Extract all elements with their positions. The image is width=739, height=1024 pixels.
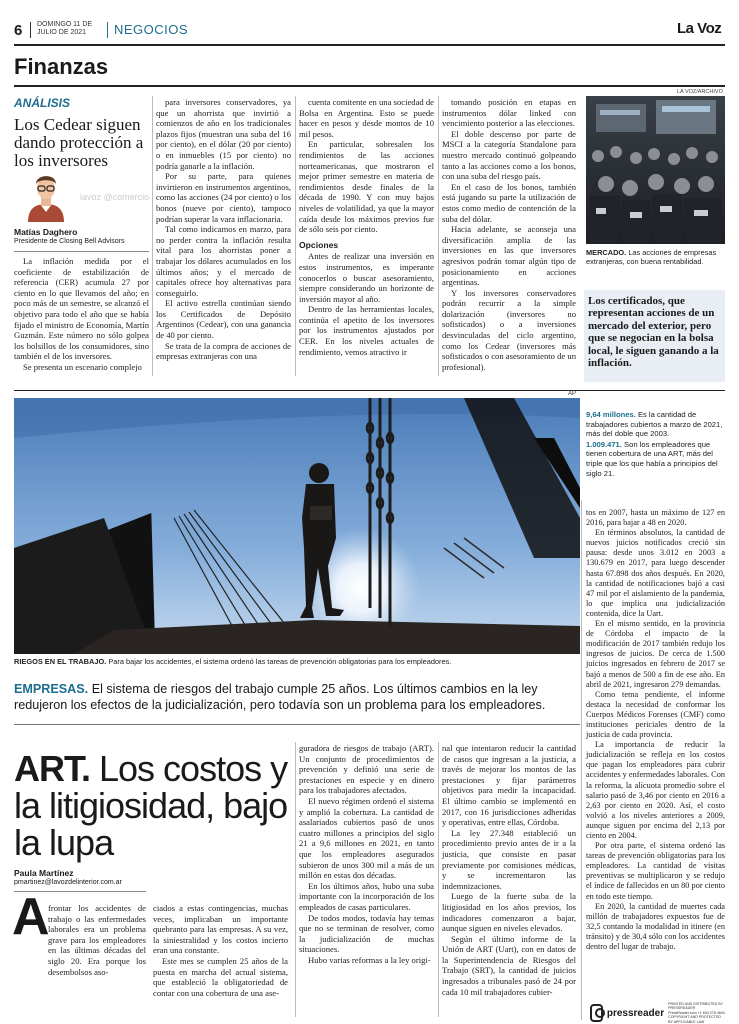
analysis-col2 [156, 97, 291, 362]
pressreader-line3: COPYRIGHT AND PROTECTED BY APPLICABLE LAW [668, 1015, 721, 1024]
art-author-name: Paula Martínez [14, 868, 74, 878]
caption-text: Para bajar los accidentes, el sistema ordenó las tareas de prevención obligatorias para los empleadores. [108, 657, 452, 666]
header-section: NEGOCIOS [114, 22, 189, 37]
paragraph: Hacia adelante, se aconseja una diversificación amplia de las inversiones en las que inversores agresivos podrán tomar algún tipo de posicionamiento en acciones argentinas. [442, 224, 576, 288]
paragraph: Como tema pendiente, el informe destaca la necesidad de conformar los Cuerpos Médicos Forenses (CMF) como instituciones periciales dentro de la justicia de cada provincia. [586, 689, 725, 740]
paragraph: La inflación medida por el coeficiente de estabilización de referencia (CER) acumula 27 por ciento en lo que llevamos del año; en poco más de un semestre, se alcanzó el objetivo para todo el año que se había fijado el ministro de Economía, Martín Guzmán. Este número no sólo golpea los bolsillos de los consumidores, sino también el de los inversores. [14, 256, 149, 362]
pressreader-line1: PRINTED AND DISTRIBUTED BY PRESSREADER [668, 1001, 723, 1011]
analysis-headline: Los Cedear siguen dando protección a los inversores [14, 115, 144, 170]
header-date-line1: DOMINGO 11 DE [37, 21, 93, 28]
page-number: 6 [14, 22, 23, 39]
header-divider [107, 22, 108, 38]
art-headline [14, 750, 292, 861]
caption-text: Las acciones de empresas extranjeras, con buena rentabilidad. [586, 248, 717, 266]
paragraph: En particular, sobresalen los rendimientos de las acciones norteamericanas, que mostraron el mejor primer semestre en materia de rendimientos desde finales de la década de 1990. Y con muy bajos niveles de volatilidad, ya que la mayor caída desde los máximos previos fue de sólo seis por ciento. [299, 139, 434, 235]
caption-label: RIEGOS EN EL TRABAJO. [14, 657, 107, 666]
analysis-kicker: ANÁLISIS [14, 96, 71, 110]
paragraph: En términos absolutos, la cantidad de nuevos juicios notificados creció sin pausa: desde unos 3.012 en 2003 a 130.679 en 2017, para luego descender hasta 67.898 dos años después. En 2020, la cantidad de notificaciones bajó a casi 47 mil por el aislamiento de la pandemia, lo que implica una judicialización contenida, dice la Uart. [586, 528, 725, 618]
column-divider [152, 96, 153, 376]
riegos-photo [14, 398, 580, 654]
paragraph: En el mismo sentido, en la provincia de Córdoba el impacto de la modificación de 2017 también redujo los ingresos de juicios. De cerca de 1.500 juicios ingresados en febrero de 2017 se bajó a menos de 500 a fin de ese año. En abril de 2021, ingresaron 279 demandas. [586, 619, 725, 689]
stats-box [586, 410, 725, 478]
stat-item [586, 440, 725, 478]
paragraph: Por otra parte, el sistema ordenó las tareas de prevención obligatorias para los empleadores. La cantidad de visitas preventivas se multiplicaron y se redujo el índice de fallecidos en un 80 por ciento en todo este tiempo. [586, 841, 725, 901]
column-divider [438, 96, 439, 376]
column-divider [581, 500, 582, 1020]
paragraph: Y los inversores conservadores podrán recurrir a la simple dolarización (inversores no sofisticados) o a inversiones desvinculadas del ciclo argentino, como los Cedear (inversores más sofisticados o con asesoramiento de un profesional). [442, 287, 576, 372]
pressreader-icon [590, 1004, 603, 1022]
riegos-photo-caption [14, 657, 580, 666]
paragraph: Hubo varias reformas a la ley origi- [308, 954, 431, 965]
header-divider [30, 22, 31, 38]
column-divider [295, 742, 296, 1017]
paragraph: El doble descenso por parte de MSCI a la categoría Standalone para nuestro mercado continuó golpeando tanto a las acciones como a los bonos, con una suba del riesgo país. [442, 128, 576, 182]
paragraph: La importancia de reducir la judicialización se refleja en los costos que pagan los empleadores para cubrir accidentes y enfermedades laborales. Con la reforma, la alícuota promedio sobre el salario pasó de 3,46 por ciento en 2016 a 2,63 por ciento en 2020. Así, el costo volvió a los niveles anteriores a 2009, aunque siguen por encima del 2,13 por ciento en 2004. [586, 740, 725, 840]
art-author-email: pmartinez@lavozdelinterior.com.ar [14, 879, 122, 886]
header-rule [14, 44, 725, 46]
section-rule [14, 85, 725, 87]
pull-quote: Los certificados, que representan acciones de un mercado del exterior, pero que se negocian en la bolsa local, le siguen ganando a la inflación. [588, 295, 719, 370]
paragraph: tos en 2007, hasta un máximo de 127 en 2016, para bajar a 48 en 2020. [586, 508, 725, 528]
stat-text: Es la cantidad de trabajadores cubiertos a marzo de 2021, más del doble que 2003. [586, 410, 723, 439]
paragraph: tomando posición en etapas en instrumentos dólar linked con vencimiento posterior a las elecciones. [442, 97, 576, 129]
riegos-photo-credit: AP [568, 391, 577, 397]
art-deck [14, 682, 580, 713]
header-date-line2: JULIO DE 2021 [37, 29, 87, 36]
pressreader-notice [668, 1002, 725, 1024]
paragraph: En 2020, la cantidad de muertes cada millón de trabajadores expuestos fue de 32,5 contando la modalidad in itinere (en tránsito) y de 30,4 sólo con los accidentes dentro del lugar de trabajo. [586, 901, 725, 952]
dropcap: A [12, 888, 50, 946]
paragraph: Se trata de la compra de acciones de empresas extranjeras con una [156, 340, 291, 362]
paragraph: guradora de riesgos de trabajo (ART). Un conjunto de procedimientos de prevención y definió una serie de prestaciones en especie y en dinero para los trabajadores afectados. [299, 743, 434, 796]
pressreader-logo: pressreader [606, 1007, 665, 1019]
header-logo: La Voz [677, 20, 722, 37]
stat-text: Son los empleadores que tienen cobertura de una ART, más del triple que los que había a principios del siglo 21. [586, 439, 718, 478]
pull-quote-box [584, 290, 725, 382]
art-col1 [14, 903, 146, 977]
paragraph: frontar los accidentes de trabajo o las enfermedades laborales era un problema grave para los empleadores en las últimas décadas del siglo 20. Era porque los desembolsos aso- [48, 903, 146, 977]
paragraph: Luego de la fuerte suba de la litigiosidad en los años previos, los indicadores comenzaron a bajar, aunque siguen en niveles elevados. [442, 891, 576, 934]
paragraph: nal que intentaron reducir la cantidad de casos que ingresan a la justicia, a través de mejorar los montos de las prestaciones y fijar parámetros objetivos para medir la incapacidad. El último cambio se implementó en 2017, con 16 jurisdicciones adheridas y operativas, entre ellas, Córdoba. [442, 743, 576, 828]
paragraph: Antes de realizar una inversión en estos instrumentos, es imperante conocerlos o buscar asesoramiento, siempre considerando un horizonte de inversión mayor al año. [299, 251, 434, 304]
analysis-col4 [442, 97, 576, 372]
analysis-watermark: lavoz @comercio [80, 192, 150, 202]
analysis-col1 [14, 256, 149, 373]
section-title: Finanzas [14, 54, 109, 79]
stat-value: 9,64 millones. [586, 410, 636, 419]
art-headline-text: Los costos y la litigiosidad, bajo la lupa [14, 748, 288, 863]
market-photo [586, 96, 725, 244]
author-portrait [22, 168, 70, 222]
paragraph: El nuevo régimen ordenó el sistema y amplió la cobertura. La cantidad de asalariados cubiertos pasó de unos cuatro millones a principios del siglo 21 a 9,6 millones en 2021, en tanto que los empleadores asegurados subieron de unos 300 mil a más de un millón en estas dos décadas. [299, 795, 434, 881]
stat-value: 1.009.471. [586, 439, 622, 449]
pressreader-line2: PressReader.com +1 604 278 4604 [668, 1010, 725, 1015]
art-col4 [442, 743, 576, 997]
header-date [37, 21, 92, 37]
paragraph: cuenta comitente en una sociedad de Bolsa en Argentina. Esto se puede hacer en pesos y desde montos de 10 mil pesos. [299, 97, 434, 139]
paragraph: Según el último informe de la Unión de ART (Uart), con en datos de la Superintendencia de Riesgos del Trabajo (SRT), la cantidad de juicios ingresados a tribunales pasó de 24 por cada 10 mil trabajadores cubier- [442, 933, 576, 997]
market-photo-credit: LA VOZ/ARCHIVO [677, 89, 723, 95]
paragraph: En los últimos años, hubo una suba importante con la incorporación de los empleados de casas particulares. [299, 880, 434, 912]
art-headline-bold: ART. [14, 748, 90, 789]
market-photo-caption [586, 248, 725, 266]
deck-rule [14, 724, 580, 725]
analysis-author-role: Presidente de Closing Bell Advisors [14, 238, 125, 245]
analysis-subhead: Opciones [299, 239, 339, 250]
paragraph: Se presenta un escenario complejo [23, 361, 142, 372]
column-divider [438, 742, 439, 1017]
analysis-bottom-rule [14, 390, 725, 391]
art-col2 [153, 903, 288, 998]
art-col3 [299, 743, 434, 965]
pressreader-footer [590, 1001, 725, 1024]
author-rule [14, 251, 149, 252]
art-kicker: EMPRESAS. [14, 682, 89, 696]
paragraph: De todos modos, todavía hay temas que no se terminan de resolver, como la judicialización de muchas situaciones. [299, 912, 434, 955]
paragraph: La ley 27.348 estableció un procedimiento previo antes de ir a la justicia, que consiste en pasar previamente por comisiones médicas, y se incrementaron las indemnizaciones. [442, 827, 576, 891]
paragraph: Este mes se cumplen 25 años de la puesta en marcha del actual sistema, que estableció la obligatoriedad de contar con una cobertura de una ase- [153, 955, 288, 998]
analysis-author-name: Matías Daghero [14, 227, 78, 237]
paragraph: ciados a estas contingencias, muchas veces, implicaban un importante quebranto para las empresas. A su vez, la siniestralidad y los costos incierto eran una constante. [153, 903, 288, 956]
paragraph: para inversores conservadores, ya que un ahorrista que invirtió a comienzos de año en los tradicionales plazos fijos (muestran una suba del 16 por ciento), en el dólar (20 por ciento) o en inmuebles (15 por ciento) no podría ganarle a la inflación. [156, 97, 291, 171]
stat-item [586, 410, 725, 439]
paragraph: Dentro de las herramientas locales, continúa el apetito de los inversores por los instrumentos ajustados por CER. En los niveles actuales de rendimiento, vemos atractivo ir [299, 304, 434, 357]
paragraph: Por su parte, para quienes invirtieron en instrumentos argentinos, como las acciones (24 por ciento) o los bonos (nueve por ciento), tampoco podrían superar la vara inflacionaria. [156, 171, 291, 224]
paragraph: El activo estrella continúan siendo los Certificados de Depósito Argentinos (Cedear), con una ganancia de 40 por ciento. [156, 298, 291, 341]
column-divider [295, 96, 296, 376]
paragraph: En el caso de los bonos, también está jugando su parte la utilización de estos como medio de contención de la suba del dólar. [442, 181, 576, 224]
caption-label: MERCADO. [586, 248, 627, 257]
art-deck-text: El sistema de riesgos del trabajo cumple 25 años. Los últimos cambios en la ley redujeron los efectos de la judicialización, pero todavía son un problema para los empleadores. [14, 682, 546, 712]
paragraph: Tal como indicamos en marzo, para no perder contra la inflación resulta vital para los ahorristas poner a trabajar los dólares acumulados en los últimos años; y el mercado de capitales ofrece hoy alternativas para conseguirlo. [156, 224, 291, 298]
analysis-col3 [299, 97, 434, 357]
art-col5 [586, 508, 725, 952]
